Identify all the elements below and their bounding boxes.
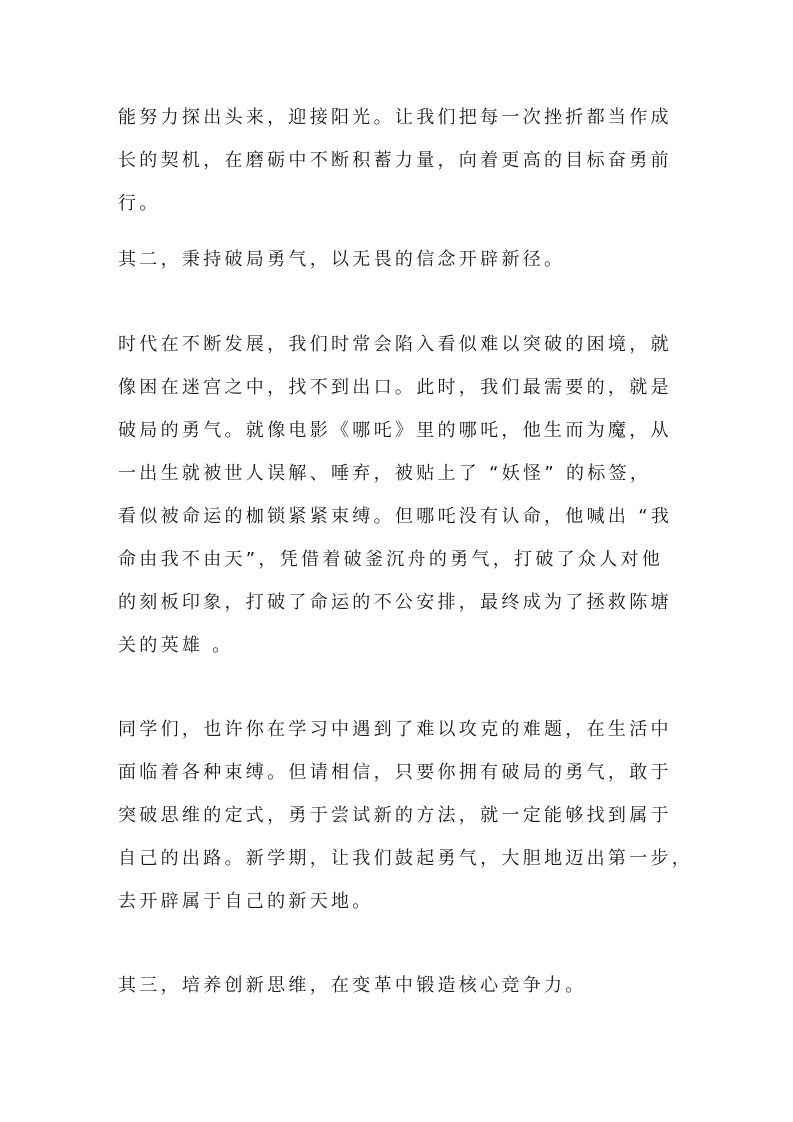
text-line: 行。 [118,193,161,214]
text-line: 一出生就被世人误解、唾弃，被贴上了 “妖怪” 的标签， [118,463,652,484]
section-heading-two [118,238,718,281]
text-line: 破局的勇气。就像电影《哪吒》里的哪吒，他生而为魔，从 [118,420,672,441]
text-line: 的刻板印象，打破了命运的不公安排，最终成为了拯救陈塘 [118,592,672,613]
paragraph-nezha-example [118,323,718,667]
text-line: 命由我不由天”，凭借着破釜沉舟的勇气，打破了众人对他 [118,549,664,570]
text-line: 长的契机，在磨砺中不断积蓄力量，向着更高的目标奋勇前 [118,150,672,171]
text-line: 看似被命运的枷锁紧紧束缚。但哪吒没有认命，他喊出 “我 [118,506,673,527]
text-line: 同学们，也许你在学习中遇到了难以攻克的难题，在生活中 [118,719,672,740]
section-heading-three [118,964,718,1007]
paragraph-students-advice [118,708,718,923]
text-line: 其三，培养创新思维，在变革中锻造核心竞争力。 [118,975,587,996]
paragraph-continuation [118,96,718,225]
text-line: 关的英雄 。 [118,635,234,656]
text-line: 面临着各种束缚。但请相信，只要你拥有破局的勇气，敢于 [118,762,672,783]
text-line: 能努力探出头来，迎接阳光。让我们把每一次挫折都当作成 [118,107,672,128]
text-line: 突破思维的定式，勇于尝试新的方法，就一定能够找到属于 [118,805,672,826]
text-line: 时代在不断发展，我们时常会陷入看似难以突破的困境，就 [118,334,672,355]
text-line: 像困在迷宫之中，找不到出口。此时，我们最需要的，就是 [118,377,672,398]
text-line: 自己的出路。新学期，让我们鼓起勇气，大胆地迈出第一步， [118,848,694,869]
text-line: 去开辟属于自己的新天地。 [118,891,374,912]
text-line: 其二，秉持破局勇气，以无畏的信念开辟新径。 [118,249,566,270]
